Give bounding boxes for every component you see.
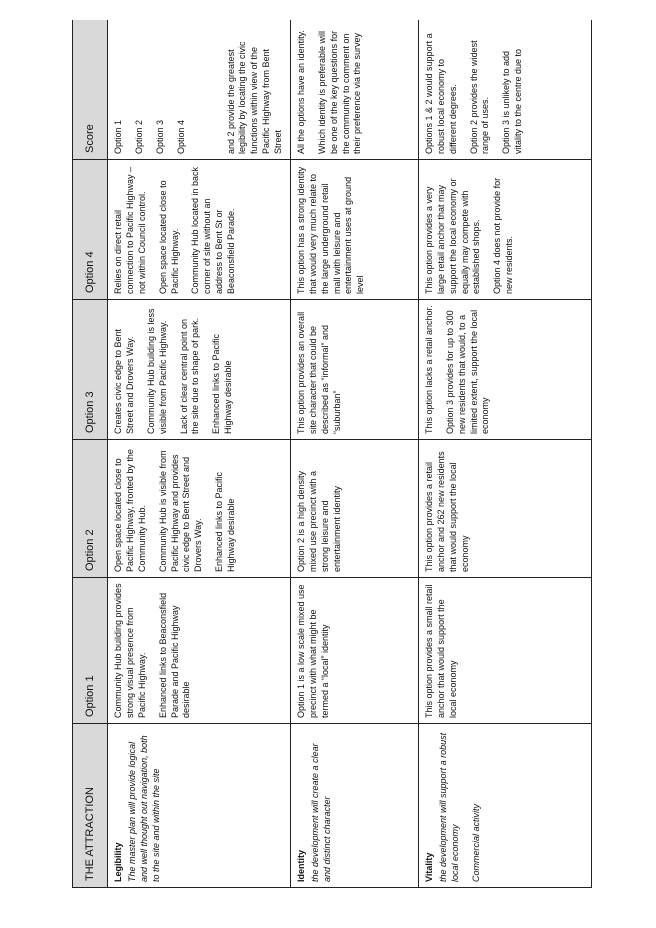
cell-option-3-identity [290, 300, 418, 440]
attraction-description: the development will support a robust local economy [437, 732, 460, 882]
page-area [72, 20, 592, 888]
cell-paragraph: Community Hub building is less visible from Pacific Highway. [145, 308, 168, 434]
cell-paragraph: Lack of clear central point on the site due to shape of park. [178, 317, 201, 434]
cell-option-3-legibility [108, 300, 291, 440]
cell-paragraph: Option 1 is a low scale mixed use precinct with what might be termed a “local” identity [295, 584, 330, 718]
cell-score-vitality [418, 20, 591, 160]
cell-option-3-vitality [418, 300, 591, 440]
score-line: Option 2 [133, 119, 144, 154]
header-attraction: THE ATTRACTION [73, 724, 108, 888]
attraction-name: Identity [295, 849, 306, 882]
header-option-2: Option 2 [73, 440, 108, 578]
cell-option-2-legibility [108, 440, 291, 578]
cell-score-identity [290, 20, 418, 160]
attraction-description: the development will create a clear and distinct character [309, 743, 332, 882]
attraction-name: Vitality [423, 852, 434, 882]
cell-option-1-legibility [108, 578, 291, 724]
cell-paragraph: This option lacks a retail anchor. [423, 305, 434, 434]
header-row [73, 20, 108, 888]
attraction-subtitle: Commercial activity [470, 803, 481, 882]
score-line: Option 1 [113, 119, 123, 154]
score-line: Option 4 [175, 119, 186, 154]
cell-option-1-vitality [418, 578, 591, 724]
row-vitality [418, 20, 591, 888]
header-score: Score [73, 20, 108, 160]
cell-option-2-identity [290, 440, 418, 578]
cell-paragraph: This option provides a very large retail anchor that may support the local economy or equally may compete with established shops. [423, 178, 482, 294]
cell-paragraph: This option provides a small retail anchor that would support the local economy [423, 584, 458, 718]
score-line: Option 2 provides the widest range of uses. [468, 40, 491, 154]
cell-paragraph: Relies on direct retail connection to Pacific Highway – not within Council control. [113, 166, 147, 294]
cell-paragraph: Enhanced links to Beaconsfield Parade and Pacific Highway desirable [157, 592, 192, 718]
cell-attraction-vitality [418, 724, 591, 888]
row-identity [290, 20, 418, 888]
attraction-assessment-table [72, 20, 592, 888]
header-option-1: Option 1 [73, 578, 108, 724]
cell-score-legibility [108, 20, 291, 160]
cell-option-4-vitality [418, 160, 591, 300]
cell-option-4-identity [290, 160, 418, 300]
cell-paragraph: Enhanced links to Pacific Highway desirable [211, 333, 234, 434]
score-line: Option 3 [154, 119, 165, 154]
row-legibility [108, 20, 291, 888]
attraction-description: The master plan will provide logical and well thought out navigation, both to the site and within the site [126, 735, 161, 882]
cell-paragraph: Option 2 is a high density mixed use precinct with a strong leisure and entertainment identity [295, 470, 342, 572]
cell-paragraph: This option provides an overall site character that could be described as “informal” and “suburban” [295, 311, 342, 434]
cell-paragraph: Community Hub is visible from Pacific Highway and provides civic edge to Bent Street and Drovers Way. [157, 450, 204, 572]
cell-paragraph: Creates civic edge to Bent Street and Drovers Way. [113, 328, 135, 434]
cell-option-2-vitality [418, 440, 591, 578]
score-summary: and 2 provide the greatest legibility by locating the civic functions within view of the Pacific Highway from Bent Street [225, 41, 283, 154]
cell-paragraph: Community Hub building provides strong visual presence from Pacific Highway. [113, 583, 147, 718]
score-line: Options 1 & 2 would support a robust local economy to different degrees. [423, 33, 458, 154]
cell-paragraph: Option 4 does not provide for new residents. [492, 177, 515, 294]
score-line: Which identity is preferable will be one of the key questions for the community to comment on their preference via the survey [316, 30, 363, 154]
score-line: Option 3 is unlikely to add vitality to the centre due to [501, 48, 524, 154]
cell-attraction-identity [290, 724, 418, 888]
cell-paragraph: Community Hub located in back corner of site without an address to Bent St or Beaconsfield Parade. [190, 166, 236, 294]
score-line: All the options have an identity. [295, 30, 306, 154]
header-option-3: Option 3 [73, 300, 108, 440]
attraction-name: Legibility [113, 842, 123, 882]
cell-paragraph: Enhanced links to Pacific Highway desirable [214, 471, 236, 572]
cell-paragraph: This option provides a retail anchor and 262 new residents that would support the local economy [423, 451, 470, 572]
header-option-4: Option 4 [73, 160, 108, 300]
cell-paragraph: Open space located close to Pacific Highway, fronted by the Community Hub. [113, 449, 147, 572]
cell-paragraph: Open space located close to Pacific Highway. [157, 180, 180, 294]
cell-option-1-identity [290, 578, 418, 724]
cell-option-4-legibility [108, 160, 291, 300]
cell-paragraph: Option 3 provides for up to 300 new residents that would, to a limited extent, support the local economy [444, 309, 491, 434]
rotated-table-wrapper [72, 20, 592, 888]
cell-paragraph: This option has a strong identity that would very much relate to the large underground retail mall with leisure and entertainment uses at ground level [295, 166, 366, 294]
cell-attraction-legibility [108, 724, 291, 888]
